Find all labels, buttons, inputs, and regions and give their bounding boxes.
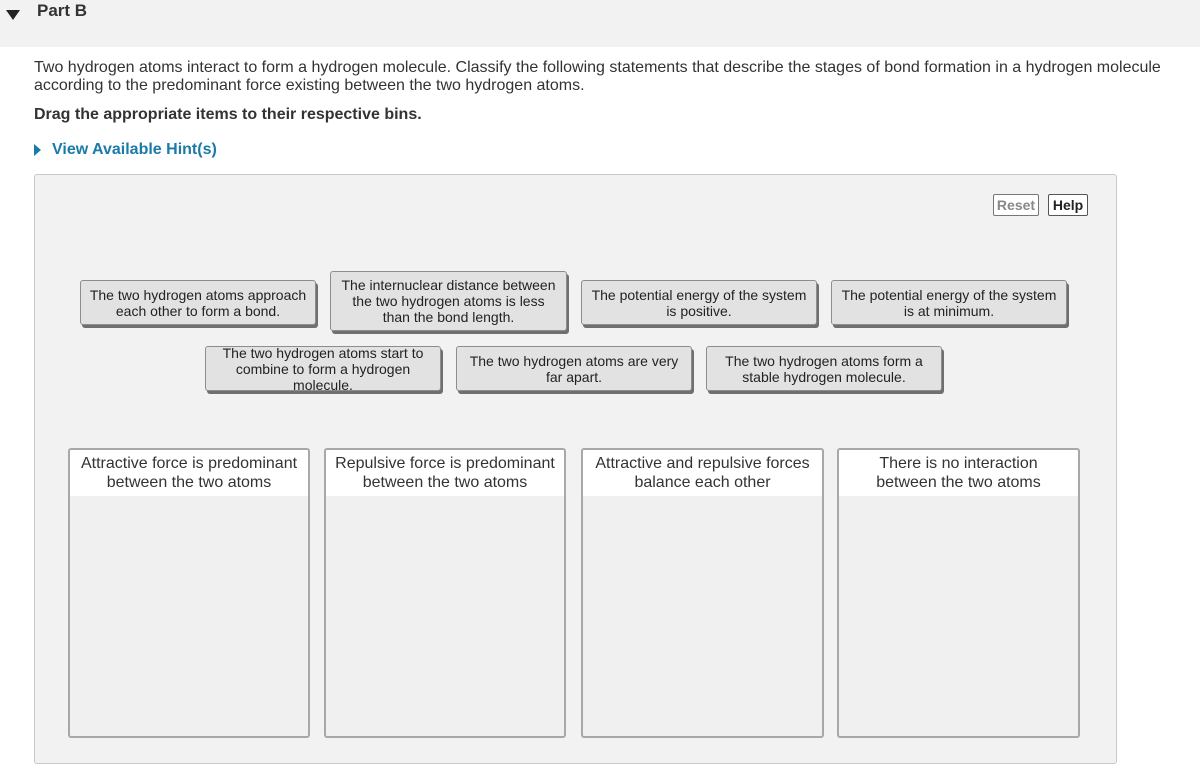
- draggable-card[interactable]: [330, 271, 567, 331]
- card-text: The two hydrogen atoms approach each other to form a bond.: [89, 286, 307, 319]
- collapse-triangle-icon[interactable]: [4, 6, 22, 24]
- draggable-card[interactable]: [831, 280, 1067, 325]
- bin-drop-area[interactable]: [326, 516, 564, 736]
- drop-bin[interactable]: [837, 448, 1080, 738]
- card-text: The potential energy of the system is at minimum.: [841, 286, 1057, 319]
- card-text: The two hydrogen atoms start to combine to form a hydrogen molecule.: [222, 344, 424, 393]
- bin-label: Repulsive force is predominant between the two atoms: [326, 450, 564, 496]
- draggable-card[interactable]: [581, 280, 817, 325]
- draggable-card[interactable]: [205, 346, 441, 391]
- reset-button[interactable]: Reset: [993, 194, 1039, 216]
- bin-drop-area[interactable]: [583, 496, 822, 736]
- bin-drop-area[interactable]: [839, 496, 1078, 736]
- drop-bin[interactable]: [68, 448, 310, 738]
- drop-bin[interactable]: [581, 448, 824, 738]
- draggable-card[interactable]: [706, 346, 942, 391]
- part-header: [0, 0, 1200, 47]
- bin-label: Attractive force is predominant between the two atoms: [70, 450, 308, 496]
- draggable-card[interactable]: [80, 280, 316, 325]
- drop-bin[interactable]: [324, 448, 566, 738]
- expand-triangle-icon: [34, 144, 41, 156]
- bin-label: Attractive and repulsive forces balance each other: [583, 450, 822, 496]
- draggable-card[interactable]: [456, 346, 692, 391]
- card-text: The two hydrogen atoms form a stable hydrogen molecule.: [725, 352, 923, 385]
- part-title: Part B: [37, 1, 88, 20]
- card-text: The internuclear distance between the two hydrogen atoms is less than the bond length.: [341, 277, 556, 325]
- card-text: The two hydrogen atoms are very far apart.: [469, 352, 679, 385]
- card-text: The potential energy of the system is positive.: [591, 286, 807, 319]
- bin-drop-area[interactable]: [70, 496, 308, 736]
- question-text: Two hydrogen atoms interact to form a hydrogen molecule. Classify the following statements that describe the stages of bond formation in a hydrogen molecule according to the predominant force existing between the two hydrogen atoms.: [34, 59, 1161, 94]
- instruction-text: Drag the appropriate items to their respective bins.: [34, 106, 422, 123]
- view-hints-link[interactable]: [34, 141, 217, 159]
- help-button[interactable]: Help: [1048, 194, 1088, 216]
- view-hints-label: View Available Hint(s): [52, 141, 217, 158]
- bin-label: There is no interaction between the two atoms: [839, 450, 1078, 496]
